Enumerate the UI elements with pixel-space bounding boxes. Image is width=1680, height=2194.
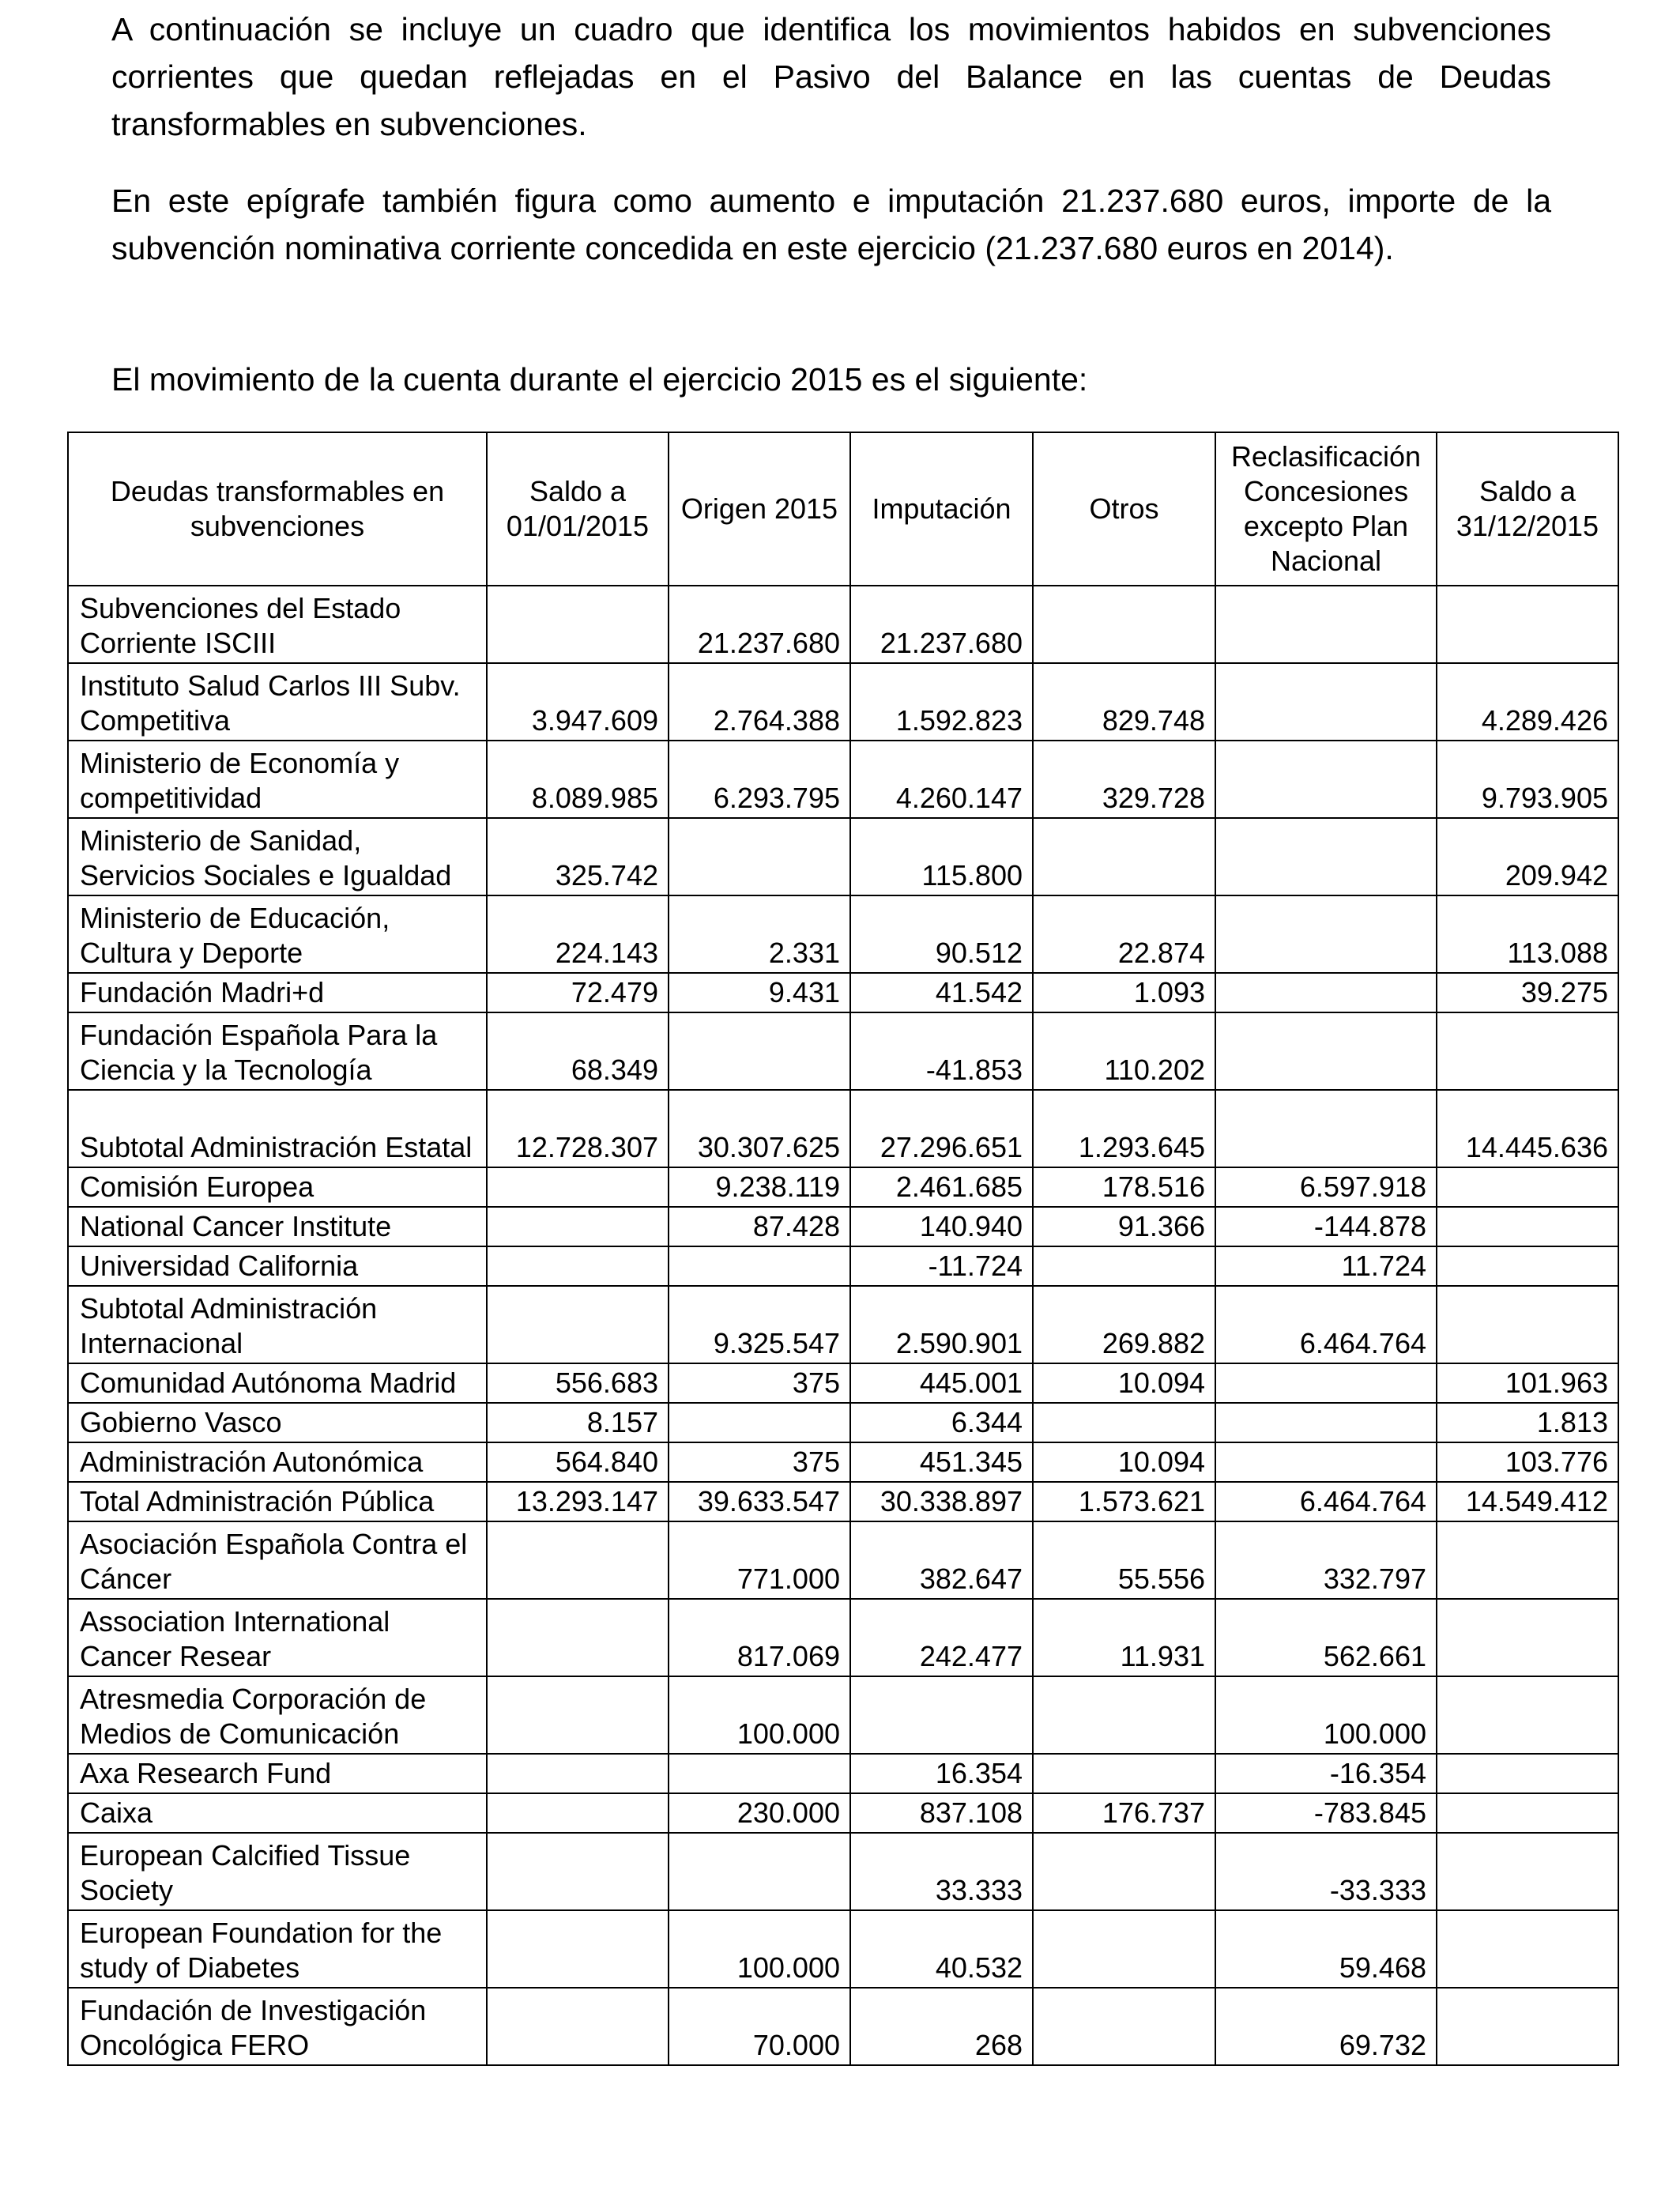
cell-opening	[487, 1910, 669, 1988]
cell-reclassification: 6.597.918	[1215, 1167, 1437, 1207]
cell-origin: 87.428	[669, 1207, 850, 1246]
cell-others	[1033, 1833, 1215, 1910]
header-origin: Origen 2015	[669, 432, 850, 586]
table-row	[68, 1521, 1618, 1599]
cell-imputation: 27.296.651	[850, 1090, 1033, 1167]
cell-closing	[1437, 1754, 1618, 1793]
cell-imputation: 90.512	[850, 895, 1033, 973]
cell-reclassification	[1215, 663, 1437, 741]
cell-imputation: 41.542	[850, 973, 1033, 1012]
cell-imputation: 445.001	[850, 1363, 1033, 1403]
table-row	[68, 586, 1618, 663]
cell-reclassification: 69.732	[1215, 1988, 1437, 2065]
cell-opening: 72.479	[487, 973, 669, 1012]
cell-reclassification	[1215, 1090, 1437, 1167]
table-row	[68, 1599, 1618, 1676]
cell-opening	[487, 1167, 669, 1207]
cell-opening: 224.143	[487, 895, 669, 973]
table-row	[68, 663, 1618, 741]
movements-table	[67, 432, 1619, 2066]
cell-others	[1033, 1676, 1215, 1754]
cell-reclassification	[1215, 741, 1437, 818]
cell-origin	[669, 1754, 850, 1793]
cell-opening	[487, 1599, 669, 1676]
cell-origin: 30.307.625	[669, 1090, 850, 1167]
row-label: Subtotal Administración Estatal	[68, 1090, 487, 1167]
cell-reclassification	[1215, 586, 1437, 663]
cell-closing	[1437, 1521, 1618, 1599]
cell-origin	[669, 1246, 850, 1286]
table-row	[68, 1207, 1618, 1246]
cell-imputation: 837.108	[850, 1793, 1033, 1833]
cell-origin: 9.325.547	[669, 1286, 850, 1363]
row-label: Universidad California	[68, 1246, 487, 1286]
cell-others: 1.293.645	[1033, 1090, 1215, 1167]
cell-closing	[1437, 1599, 1618, 1676]
cell-closing: 14.549.412	[1437, 1482, 1618, 1521]
row-label: Atresmedia Corporación de Medios de Comunicación	[68, 1676, 487, 1754]
cell-closing	[1437, 1207, 1618, 1246]
cell-origin: 9.431	[669, 973, 850, 1012]
cell-others: 10.094	[1033, 1363, 1215, 1403]
cell-opening	[487, 1521, 669, 1599]
cell-imputation: 16.354	[850, 1754, 1033, 1793]
cell-others: 829.748	[1033, 663, 1215, 741]
movement-paragraph: El movimiento de la cuenta durante el ejercicio 2015 es el siguiente:	[111, 361, 1088, 398]
cell-origin	[669, 1833, 850, 1910]
cell-reclassification: -144.878	[1215, 1207, 1437, 1246]
table-row	[68, 1833, 1618, 1910]
cell-reclassification	[1215, 818, 1437, 895]
table-row	[68, 1754, 1618, 1793]
table-row	[68, 818, 1618, 895]
cell-imputation: 2.461.685	[850, 1167, 1033, 1207]
row-label: Fundación Madri+d	[68, 973, 487, 1012]
cell-reclassification	[1215, 895, 1437, 973]
subtotal-row	[68, 1090, 1618, 1167]
cell-closing	[1437, 1910, 1618, 1988]
cell-reclassification: -783.845	[1215, 1793, 1437, 1833]
cell-closing: 39.275	[1437, 973, 1618, 1012]
cell-reclassification	[1215, 973, 1437, 1012]
cell-closing	[1437, 586, 1618, 663]
cell-imputation: 242.477	[850, 1599, 1033, 1676]
cell-origin: 9.238.119	[669, 1167, 850, 1207]
cell-closing	[1437, 1167, 1618, 1207]
cell-opening: 68.349	[487, 1012, 669, 1090]
row-label: Asociación Española Contra el Cáncer	[68, 1521, 487, 1599]
cell-opening: 8.157	[487, 1403, 669, 1442]
cell-reclassification: -33.333	[1215, 1833, 1437, 1910]
row-label: European Calcified Tissue Society	[68, 1833, 487, 1910]
cell-others: 10.094	[1033, 1442, 1215, 1482]
cell-imputation: 40.532	[850, 1910, 1033, 1988]
cell-closing	[1437, 1676, 1618, 1754]
header-imputation: Imputación	[850, 432, 1033, 586]
cell-others: 11.931	[1033, 1599, 1215, 1676]
cell-opening	[487, 586, 669, 663]
cell-opening	[487, 1754, 669, 1793]
cell-others	[1033, 818, 1215, 895]
cell-opening	[487, 1676, 669, 1754]
cell-reclassification: 332.797	[1215, 1521, 1437, 1599]
row-label: Ministerio de Sanidad, Servicios Sociales e Igualdad	[68, 818, 487, 895]
row-label: Association International Cancer Resear	[68, 1599, 487, 1676]
header-opening-balance: Saldo a 01/01/2015	[487, 432, 669, 586]
cell-origin	[669, 1403, 850, 1442]
cell-imputation: 4.260.147	[850, 741, 1033, 818]
cell-others: 329.728	[1033, 741, 1215, 818]
cell-origin: 100.000	[669, 1676, 850, 1754]
cell-origin: 39.633.547	[669, 1482, 850, 1521]
cell-imputation: 140.940	[850, 1207, 1033, 1246]
row-label: Gobierno Vasco	[68, 1403, 487, 1442]
header-closing-balance: Saldo a 31/12/2015	[1437, 432, 1618, 586]
cell-others: 91.366	[1033, 1207, 1215, 1246]
cell-opening	[487, 1833, 669, 1910]
cell-others	[1033, 1910, 1215, 1988]
cell-imputation: 33.333	[850, 1833, 1033, 1910]
cell-closing: 4.289.426	[1437, 663, 1618, 741]
cell-opening	[487, 1207, 669, 1246]
cell-origin: 375	[669, 1442, 850, 1482]
cell-origin: 6.293.795	[669, 741, 850, 818]
row-label: Caixa	[68, 1793, 487, 1833]
cell-opening: 13.293.147	[487, 1482, 669, 1521]
cell-opening	[487, 1793, 669, 1833]
cell-origin: 771.000	[669, 1521, 850, 1599]
cell-others: 178.516	[1033, 1167, 1215, 1207]
intro-paragraph: A continuación se incluye un cuadro que identifica los movimientos habidos en subvenciones corrientes que quedan reflejadas en el Pasivo del Balance en las cuentas de Deudas transformables en subvenciones.	[111, 11, 1551, 142]
header-account: Deudas transformables en subvenciones	[68, 432, 487, 586]
cell-closing	[1437, 1988, 1618, 2065]
cell-opening: 564.840	[487, 1442, 669, 1482]
cell-origin: 817.069	[669, 1599, 850, 1676]
total-row	[68, 1482, 1618, 1521]
cell-reclassification: 100.000	[1215, 1676, 1437, 1754]
cell-reclassification	[1215, 1442, 1437, 1482]
row-label: Ministerio de Educación, Cultura y Deporte	[68, 895, 487, 973]
row-label: Ministerio de Economía y competitividad	[68, 741, 487, 818]
cell-imputation: 115.800	[850, 818, 1033, 895]
cell-reclassification: 59.468	[1215, 1910, 1437, 1988]
cell-reclassification	[1215, 1012, 1437, 1090]
cell-imputation: 21.237.680	[850, 586, 1033, 663]
cell-closing: 14.445.636	[1437, 1090, 1618, 1167]
table-row	[68, 1988, 1618, 2065]
table-row	[68, 973, 1618, 1012]
cell-reclassification: 6.464.764	[1215, 1482, 1437, 1521]
table-row	[68, 1403, 1618, 1442]
cell-others	[1033, 1988, 1215, 2065]
table-row	[68, 1793, 1618, 1833]
cell-others	[1033, 1246, 1215, 1286]
cell-reclassification: 562.661	[1215, 1599, 1437, 1676]
subtotal-row	[68, 1442, 1618, 1482]
cell-opening: 12.728.307	[487, 1090, 669, 1167]
table-header-row	[68, 432, 1618, 586]
cell-reclassification: 6.464.764	[1215, 1286, 1437, 1363]
cell-closing	[1437, 1012, 1618, 1090]
cell-others: 269.882	[1033, 1286, 1215, 1363]
epigraph-paragraph: En este epígrafe también figura como aumento e imputación 21.237.680 euros, importe de la subvención nominativa corriente concedida en este ejercicio (21.237.680 euros en 2014).	[111, 183, 1551, 266]
table-row	[68, 741, 1618, 818]
row-label: Comunidad Autónoma Madrid	[68, 1363, 487, 1403]
cell-others: 110.202	[1033, 1012, 1215, 1090]
table-row	[68, 1363, 1618, 1403]
cell-imputation: 6.344	[850, 1403, 1033, 1442]
cell-reclassification	[1215, 1403, 1437, 1442]
table-row	[68, 1910, 1618, 1988]
cell-others: 1.093	[1033, 973, 1215, 1012]
cell-imputation: 382.647	[850, 1521, 1033, 1599]
cell-origin: 70.000	[669, 1988, 850, 2065]
cell-closing: 1.813	[1437, 1403, 1618, 1442]
row-label: Fundación Española Para la Ciencia y la Tecnología	[68, 1012, 487, 1090]
cell-imputation: -41.853	[850, 1012, 1033, 1090]
cell-origin: 2.764.388	[669, 663, 850, 741]
row-label: Total Administración Pública	[68, 1482, 487, 1521]
cell-others	[1033, 586, 1215, 663]
cell-closing: 113.088	[1437, 895, 1618, 973]
header-others: Otros	[1033, 432, 1215, 586]
table-row	[68, 895, 1618, 973]
cell-opening: 8.089.985	[487, 741, 669, 818]
row-label: National Cancer Institute	[68, 1207, 487, 1246]
cell-others: 55.556	[1033, 1521, 1215, 1599]
cell-opening: 556.683	[487, 1363, 669, 1403]
cell-reclassification: 11.724	[1215, 1246, 1437, 1286]
row-label: Fundación de Investigación Oncológica FERO	[68, 1988, 487, 2065]
cell-others: 1.573.621	[1033, 1482, 1215, 1521]
cell-others	[1033, 1754, 1215, 1793]
cell-closing: 103.776	[1437, 1442, 1618, 1482]
row-label: Subtotal Administración Internacional	[68, 1286, 487, 1363]
cell-reclassification	[1215, 1363, 1437, 1403]
cell-others: 176.737	[1033, 1793, 1215, 1833]
cell-opening	[487, 1286, 669, 1363]
row-label: Administración Autonómica	[68, 1442, 487, 1482]
cell-closing	[1437, 1833, 1618, 1910]
cell-reclassification: -16.354	[1215, 1754, 1437, 1793]
cell-imputation: 30.338.897	[850, 1482, 1033, 1521]
cell-opening	[487, 1246, 669, 1286]
cell-origin	[669, 1012, 850, 1090]
cell-others	[1033, 1403, 1215, 1442]
subtotal-row	[68, 1286, 1618, 1363]
row-label: European Foundation for the study of Diabetes	[68, 1910, 487, 1988]
row-label: Axa Research Fund	[68, 1754, 487, 1793]
row-label: Subvenciones del Estado Corriente ISCIII	[68, 586, 487, 663]
cell-closing	[1437, 1286, 1618, 1363]
table-row	[68, 1012, 1618, 1090]
cell-opening: 325.742	[487, 818, 669, 895]
cell-imputation: 451.345	[850, 1442, 1033, 1482]
row-label: Instituto Salud Carlos III Subv. Competitiva	[68, 663, 487, 741]
cell-imputation: 268	[850, 1988, 1033, 2065]
cell-closing: 209.942	[1437, 818, 1618, 895]
cell-opening: 3.947.609	[487, 663, 669, 741]
cell-closing: 101.963	[1437, 1363, 1618, 1403]
cell-opening	[487, 1988, 669, 2065]
cell-origin: 2.331	[669, 895, 850, 973]
cell-closing	[1437, 1246, 1618, 1286]
cell-origin: 375	[669, 1363, 850, 1403]
cell-imputation	[850, 1676, 1033, 1754]
cell-origin: 21.237.680	[669, 586, 850, 663]
cell-origin	[669, 818, 850, 895]
row-label: Comisión Europea	[68, 1167, 487, 1207]
cell-origin: 100.000	[669, 1910, 850, 1988]
cell-imputation: -11.724	[850, 1246, 1033, 1286]
table-row	[68, 1167, 1618, 1207]
cell-closing	[1437, 1793, 1618, 1833]
table-row	[68, 1246, 1618, 1286]
cell-others: 22.874	[1033, 895, 1215, 973]
table-row	[68, 1676, 1618, 1754]
cell-imputation: 1.592.823	[850, 663, 1033, 741]
cell-imputation: 2.590.901	[850, 1286, 1033, 1363]
cell-closing: 9.793.905	[1437, 741, 1618, 818]
header-reclassification: Reclasificación Concesiones excepto Plan Nacional	[1215, 432, 1437, 586]
cell-origin: 230.000	[669, 1793, 850, 1833]
